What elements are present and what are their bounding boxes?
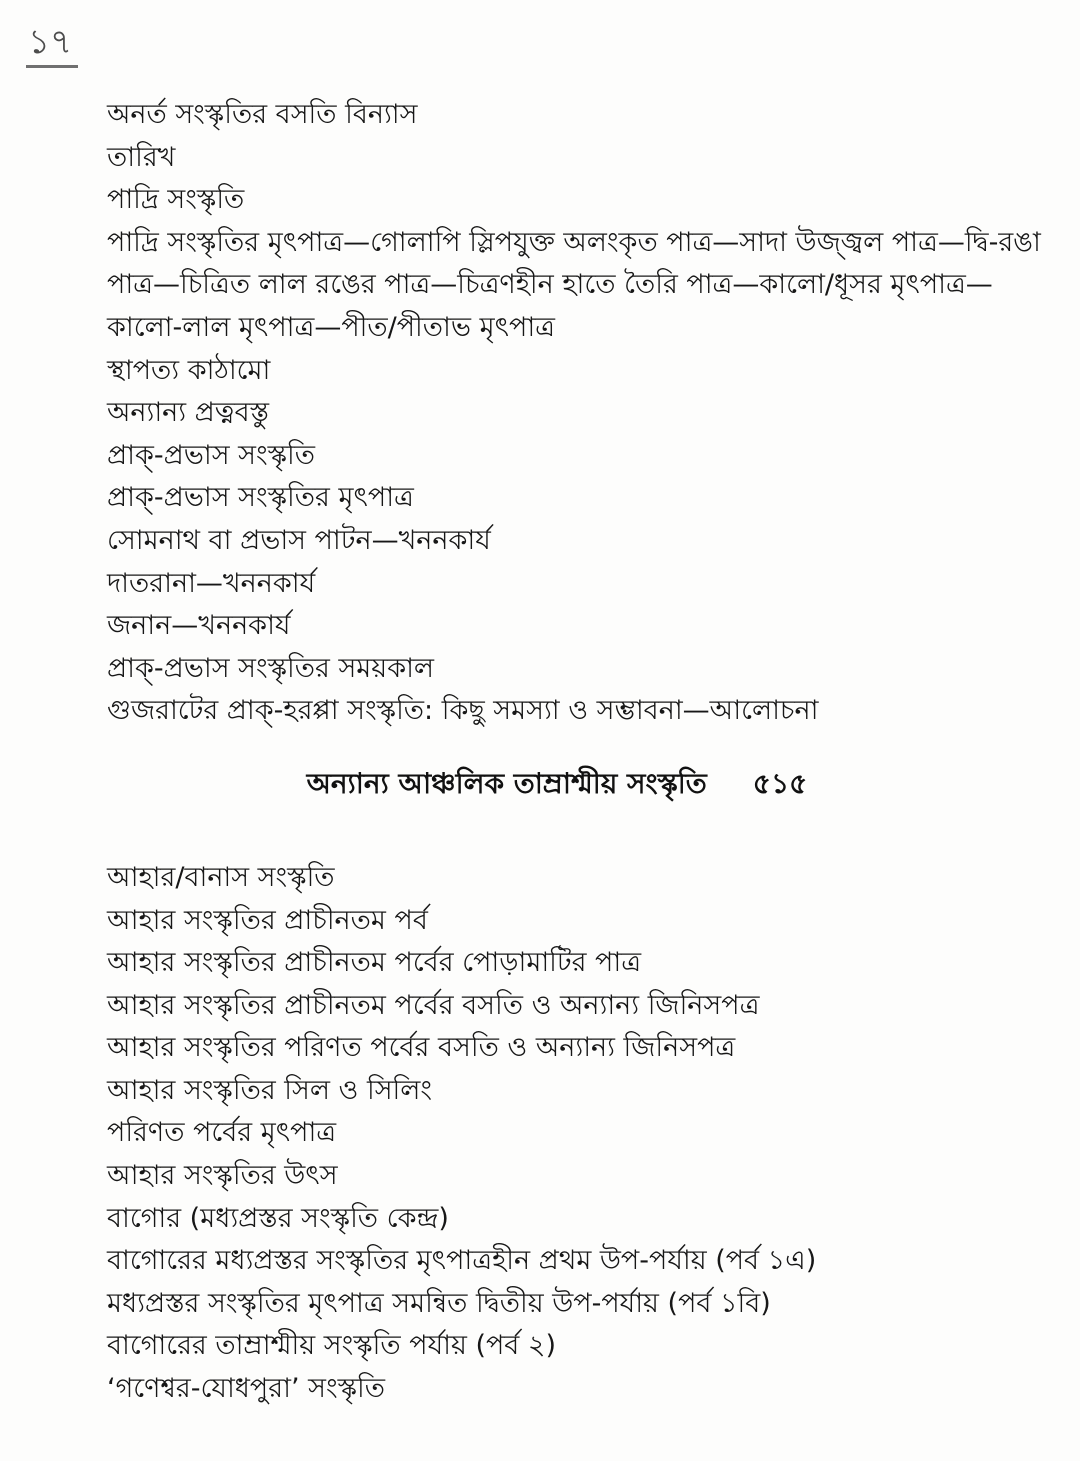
toc-line: কালো-লাল মৃৎপাত্র—পীত/পীতাভ মৃৎপাত্র: [107, 311, 555, 343]
toc-line: আহার সংস্কৃতির প্রাচীনতম পর্ব: [107, 904, 428, 936]
toc-line: স্থাপত্য কাঠামো: [107, 354, 271, 386]
toc-line: ‘গণেশ্বর-যোধপুরা’ সংস্কৃতি: [107, 1373, 385, 1405]
section-heading: [107, 763, 1007, 805]
section-title: অন্যান্য আঞ্চলিক তাম্রাশ্মীয় সংস্কৃতি: [306, 766, 707, 800]
folio-page-number: ১৭: [26, 22, 78, 68]
toc-line: বাগোরের মধ্যপ্রস্তর সংস্কৃতির মৃৎপাত্রহীন প্রথম উপ-পর্যায় (পর্ব ১এ): [107, 1245, 817, 1277]
toc-line: মধ্যপ্রস্তর সংস্কৃতির মৃৎপাত্র সমন্বিত দ্বিতীয় উপ-পর্যায় (পর্ব ১বি): [107, 1287, 771, 1319]
toc-line: বাগোরের তাম্রাশ্মীয় সংস্কৃতি পর্যায় (পর্ব ২): [107, 1330, 557, 1362]
toc-line: বাগোর (মধ্যপ্রস্তর সংস্কৃতি কেন্দ্র): [107, 1202, 449, 1234]
toc-line: অন্যান্য প্রত্নবস্তু: [107, 397, 270, 429]
section-page-number: ৫১৫: [752, 766, 808, 800]
table-of-contents: [107, 94, 1041, 1411]
toc-line: আহার সংস্কৃতির পরিণত পর্বের বসতি ও অন্যান্য জিনিসপত্র: [107, 1032, 736, 1064]
toc-line: তারিখ: [107, 141, 176, 173]
toc-line: আহার সংস্কৃতির প্রাচীনতম পর্বের পোড়ামাটির পাত্র: [107, 947, 642, 979]
toc-block-2: [107, 857, 1007, 1411]
toc-line: প্রাক্-প্রভাস সংস্কৃতি: [107, 439, 316, 471]
toc-line: দাতরানা—খননকার্য: [107, 567, 316, 599]
toc-line: পরিণত পর্বের মৃৎপাত্র: [107, 1117, 337, 1149]
toc-line: প্রাক্-প্রভাস সংস্কৃতির মৃৎপাত্র: [107, 482, 414, 514]
toc-line: আহার সংস্কৃতির সিল ও সিলিং: [107, 1074, 433, 1106]
toc-line: প্রাক্-প্রভাস সংস্কৃতির সময়কাল: [107, 652, 435, 684]
toc-line: পাদ্রি সংস্কৃতির মৃৎপাত্র—গোলাপি স্লিপযুক্ত অলংকৃত পাত্র—সাদা উজ্জ্বল পাত্র—দ্বি-রঙা: [107, 226, 1041, 258]
toc-line: পাদ্রি সংস্কৃতি: [107, 184, 245, 216]
toc-line: অনর্ত সংস্কৃতির বসতি বিন্যাস: [107, 99, 418, 130]
toc-line: আহার সংস্কৃতির উৎস: [107, 1160, 338, 1192]
toc-block-1: [107, 94, 1041, 733]
toc-line: আহার/বানাস সংস্কৃতি: [107, 861, 335, 893]
toc-line: পাত্র—চিত্রিত লাল রঙের পাত্র—চিত্রণহীন হাতে তৈরি পাত্র—কালো/ধূসর মৃৎপাত্র—: [107, 269, 993, 301]
toc-line: আহার সংস্কৃতির প্রাচীনতম পর্বের বসতি ও অন্যান্য জিনিসপত্র: [107, 989, 760, 1021]
toc-line: জনান—খননকার্য: [107, 610, 291, 642]
toc-line: গুজরাটের প্রাক্-হরপ্পা সংস্কৃতি: কিছু সমস্যা ও সম্ভাবনা—আলোচনা: [107, 695, 819, 727]
toc-line: সোমনাথ বা প্রভাস পাটন—খননকার্য: [107, 524, 491, 556]
